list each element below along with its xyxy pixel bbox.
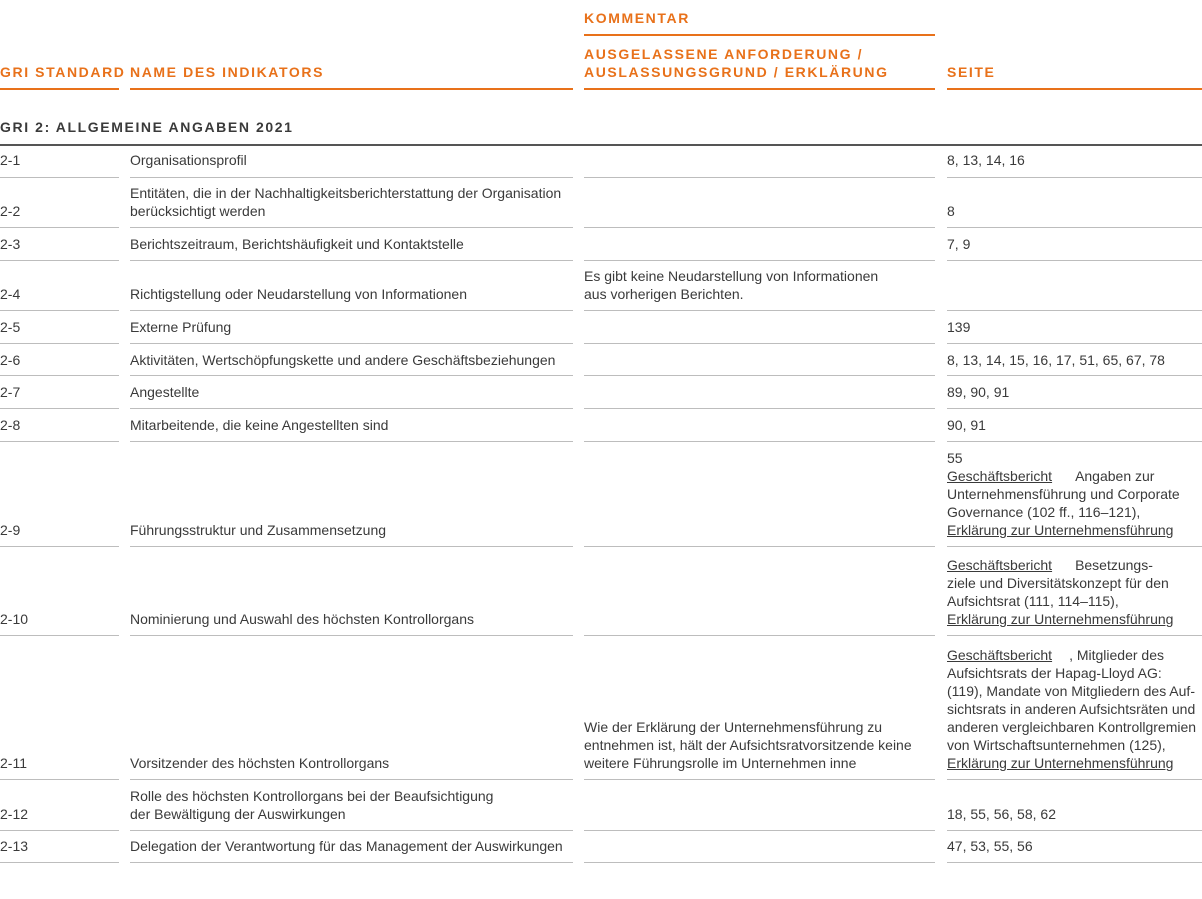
row-id: 2-8 (0, 417, 21, 433)
row-name-line2: berücksichtigt werden (130, 203, 266, 219)
row-id: 2-13 (0, 838, 29, 854)
annual-report-link[interactable]: Geschäftsbericht (947, 647, 1053, 663)
row-page-text: , Mitglieder des (1069, 647, 1164, 663)
row-divider (947, 779, 1202, 780)
row-divider (584, 375, 935, 376)
row-divider (0, 227, 119, 228)
row-divider (584, 862, 935, 863)
row-page-line3: Unternehmensführung und Corporate (947, 486, 1180, 502)
row-divider (947, 375, 1202, 376)
row-id: 2-11 (0, 755, 27, 771)
row-divider (947, 310, 1202, 311)
row-name: Vorsitzender des höchsten Kontrollorgans (130, 755, 390, 771)
row-divider (0, 177, 119, 178)
row-comment-line1: Wie der Erklärung der Unternehmensführung zu (584, 719, 883, 735)
row-id: 2-10 (0, 611, 29, 627)
row-page-text: Angaben zur (1075, 468, 1155, 484)
row-comment-line2: entnehmen ist, hält der Aufsichtsratvorsitzende keine (584, 737, 912, 753)
row-divider (0, 260, 119, 261)
row-divider (947, 343, 1202, 344)
col-header-name: NAME DES INDIKATORS (130, 64, 325, 80)
row-divider (584, 830, 935, 831)
row-id: 2-1 (0, 152, 21, 168)
row-divider (947, 441, 1202, 442)
row-page-line2: Aufsichtsrats der Hapag-Lloyd AG: (947, 665, 1162, 681)
row-name-line1: Entitäten, die in der Nachhaltigkeitsberichterstattung der Organisation (130, 185, 562, 201)
row-page: 8, 13, 14, 15, 16, 17, 51, 65, 67, 78 (947, 352, 1165, 368)
row-divider (130, 260, 573, 261)
row-divider (0, 343, 119, 344)
row-divider (584, 635, 935, 636)
row-name: Angestellte (130, 384, 200, 400)
row-divider (130, 862, 573, 863)
row-divider (584, 441, 935, 442)
row-page-line4: sichtsrats in anderen Aufsichtsräten und (947, 701, 1196, 717)
row-id: 2-7 (0, 384, 21, 400)
row-divider (947, 177, 1202, 178)
row-divider (947, 260, 1202, 261)
row-id: 2-9 (0, 522, 21, 538)
header-rule-comment (584, 88, 935, 90)
row-page: 7, 9 (947, 236, 971, 252)
row-id: 2-2 (0, 203, 21, 219)
row-name: Aktivitäten, Wertschöpfungskette und andere Geschäftsbeziehungen (130, 352, 556, 368)
row-name: Nominierung und Auswahl des höchsten Kontrollorgans (130, 611, 474, 627)
row-divider (0, 375, 119, 376)
row-name: Organisationsprofil (130, 152, 247, 168)
row-name: Externe Prüfung (130, 319, 232, 335)
row-page: 8 (947, 203, 955, 219)
header-rule-page (947, 88, 1202, 90)
row-comment-line1: Es gibt keine Neudarstellung von Informationen (584, 268, 879, 284)
row-divider (947, 227, 1202, 228)
row-divider (0, 408, 119, 409)
row-page: 47, 53, 55, 56 (947, 838, 1033, 854)
row-divider (130, 635, 573, 636)
row-divider (0, 546, 119, 547)
row-divider (130, 408, 573, 409)
comment-group-header: KOMMENTAR (584, 10, 690, 26)
governance-statement-link[interactable]: Erklärung zur Unternehmensführung (947, 611, 1174, 627)
row-divider (0, 779, 119, 780)
col-header-gri: GRI STANDARD (0, 64, 126, 80)
row-divider (130, 375, 573, 376)
row-divider (130, 177, 573, 178)
row-page: 18, 55, 56, 58, 62 (947, 806, 1056, 822)
annual-report-link[interactable]: Geschäftsbericht (947, 557, 1053, 573)
row-page-line6: von Wirtschaftsunternehmen (125), (947, 737, 1166, 753)
section-rule (0, 144, 1202, 146)
row-name-line2: der Bewältigung der Auswirkungen (130, 806, 346, 822)
row-page-line1 (947, 556, 1153, 574)
row-divider (947, 408, 1202, 409)
row-divider (130, 310, 573, 311)
governance-statement-link[interactable]: Erklärung zur Unternehmensführung (947, 755, 1174, 771)
row-page-text: Besetzungs- (1075, 557, 1153, 573)
row-page-line3: Aufsichtsrat (111, 114–115), (947, 593, 1119, 609)
row-comment-line3: weitere Führungsrolle im Unternehmen inne (584, 755, 857, 771)
row-page-line5: anderen vergleichbaren Kontrollgremien (947, 719, 1197, 735)
header-rule-name (130, 88, 573, 90)
row-name: Delegation der Verantwortung für das Management der Auswirkungen (130, 838, 563, 854)
row-page-line2: ziele und Diversitätskonzept für den (947, 575, 1169, 591)
row-divider (0, 635, 119, 636)
row-name: Mitarbeitende, die keine Angestellten sind (130, 417, 389, 433)
row-id: 2-4 (0, 286, 21, 302)
row-divider (130, 227, 573, 228)
row-page: 90, 91 (947, 417, 986, 433)
row-name-line1: Rolle des höchsten Kontrollorgans bei der Beaufsichtigung (130, 788, 494, 804)
row-divider (947, 830, 1202, 831)
row-divider (130, 343, 573, 344)
row-divider (584, 227, 935, 228)
governance-statement-link[interactable]: Erklärung zur Unternehmensführung (947, 522, 1174, 538)
row-id: 2-5 (0, 319, 21, 335)
col-header-page: SEITE (947, 64, 996, 80)
row-divider (584, 260, 935, 261)
row-divider (947, 862, 1202, 863)
row-page-line1 (947, 646, 1164, 664)
row-divider (130, 546, 573, 547)
row-page-line4: Governance (102 ff., 116–121), (947, 504, 1141, 520)
row-divider (584, 177, 935, 178)
row-divider (0, 830, 119, 831)
row-divider (0, 310, 119, 311)
row-page: 8, 13, 14, 16 (947, 152, 1025, 168)
row-divider (130, 441, 573, 442)
col-header-comment-1: AUSGELASSENE ANFORDERUNG / (584, 46, 864, 62)
row-name: Berichtszeitraum, Berichtshäufigkeit und Kontaktstelle (130, 236, 464, 252)
row-page-line2 (947, 467, 1154, 485)
comment-group-rule (584, 34, 935, 36)
row-divider (584, 343, 935, 344)
row-id: 2-6 (0, 352, 21, 368)
row-divider (584, 310, 935, 311)
row-id: 2-3 (0, 236, 21, 252)
header-rule-gri (0, 88, 119, 90)
row-name: Führungsstruktur und Zusammensetzung (130, 522, 387, 538)
row-divider (584, 408, 935, 409)
col-header-comment-2: AUSLASSUNGSGRUND / ERKLÄRUNG (584, 64, 889, 80)
row-divider (0, 441, 119, 442)
row-comment-line2: aus vorherigen Berichten. (584, 286, 744, 302)
annual-report-link[interactable]: Geschäftsbericht (947, 468, 1053, 484)
row-divider (584, 779, 935, 780)
row-page: 139 (947, 319, 971, 335)
row-id: 2-12 (0, 806, 29, 822)
row-divider (584, 546, 935, 547)
row-divider (947, 635, 1202, 636)
row-name: Richtigstellung oder Neudarstellung von Informationen (130, 286, 467, 302)
row-page-line3: (119), Mandate von Mitgliedern des Auf- (947, 683, 1195, 699)
row-page: 89, 90, 91 (947, 384, 1010, 400)
row-divider (130, 779, 573, 780)
row-divider (130, 830, 573, 831)
section-title: GRI 2: ALLGEMEINE ANGABEN 2021 (0, 119, 294, 135)
row-divider (0, 862, 119, 863)
row-page-line1: 55 (947, 450, 963, 466)
row-divider (947, 546, 1202, 547)
